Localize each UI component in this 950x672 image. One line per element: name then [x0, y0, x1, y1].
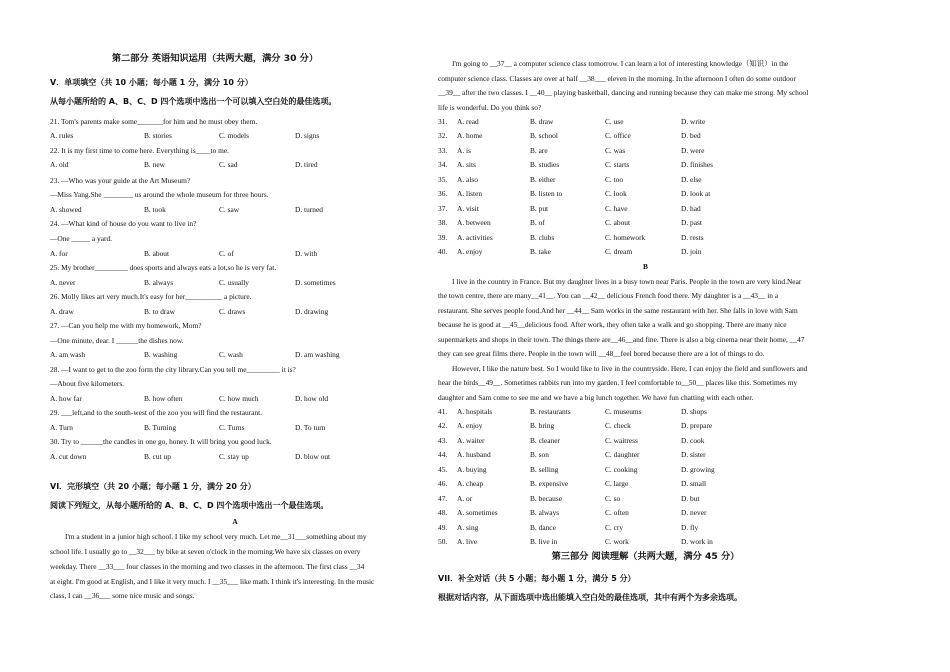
option: C. wash	[219, 350, 243, 359]
section6-instructions: 阅读下列短文，从每小题所给的 A、B、C、D 四个选项中选出一个最佳选项。	[50, 501, 329, 510]
option: A. buying	[457, 464, 487, 474]
option: D. growing	[681, 464, 715, 474]
question-28-reply: —About five kilometers.	[50, 379, 125, 388]
option: D. write	[681, 117, 706, 126]
option: C. large	[605, 479, 629, 489]
question-number: 34.	[438, 160, 448, 170]
option: C. about	[605, 218, 631, 228]
question-number: 32.	[438, 131, 448, 141]
passage-a-line: class, I can __36___ some nice music and songs.	[50, 591, 195, 600]
option: B. took	[144, 205, 166, 214]
option: C. homework	[605, 232, 646, 242]
option: A. how far	[50, 394, 82, 403]
passage-b-line: daughter and Sam come to see me and we have a big lunch together. We have fun chatting with each other.	[438, 393, 754, 402]
option: D. with	[295, 249, 318, 258]
question-number: 45.	[438, 464, 448, 474]
passage-b-line: supermarkets and shops in their town. The things there are__46__and fine. There is also a big cinema near their home, __47	[438, 335, 805, 344]
option: A. for	[50, 249, 68, 258]
passage-a-line: school life. I usually go to __32___ by bike at seven o'clock in the morning.We have six classes on every	[50, 547, 361, 556]
option: C. saw	[219, 205, 240, 214]
option: A. home	[457, 131, 483, 141]
option: B. draw	[530, 117, 554, 126]
option: B. about	[144, 249, 170, 258]
option: B. always	[530, 508, 560, 518]
option: A. sometimes	[457, 508, 498, 518]
passage-b-line: hear the birds__49__. Sometimes rabbits run into my garden. I feel comfortable to__50__ places like this. Sometimes my	[438, 378, 798, 387]
passage-b-line: restaurant. She serves people food.And her __44__ Sam works in the same restaurant with her. She falls in love with Sam	[438, 306, 798, 315]
option: D. finishes	[681, 160, 714, 170]
option: B. always	[144, 278, 174, 287]
option: D. am washing	[295, 350, 340, 359]
passage-a-cont-line: I'm going to __37__ a computer science class tomorrow. I can learn a lot of interesting knowledge（知识）in the	[452, 59, 789, 68]
option: C. too	[605, 174, 624, 184]
option: A. activities	[457, 232, 493, 242]
option: C. how much	[219, 394, 259, 403]
passage-b-line: However, I like the nature best. So I would like to live in the countryside. Here, I can enjoy the field and sunflowers and	[452, 364, 808, 373]
part3-title: 第三部分 阅读理解（共两大题，满分 45 分）	[551, 551, 740, 562]
option: B. studies	[530, 160, 560, 170]
question-number: 47.	[438, 493, 448, 503]
question-number: 33.	[438, 145, 448, 155]
option: C. so	[605, 493, 621, 503]
option: D. turned	[295, 205, 323, 214]
option: A. draw	[50, 307, 74, 316]
option: C. daughter	[605, 450, 640, 460]
option: C. use	[605, 117, 624, 126]
option: B. cleaner	[530, 435, 560, 445]
option: C. work	[605, 537, 629, 547]
section7-instructions: 根据对话内容，从下面选项中选出能填入空白处的最佳选项，其中有两个为多余选项。	[438, 593, 742, 602]
passage-a-cont-line: life is wonderful. Do you think so?	[438, 103, 542, 112]
option: B. school	[530, 131, 558, 141]
question-number: 50.	[438, 537, 448, 547]
option: C. of	[219, 249, 234, 258]
option: C. museums	[605, 407, 642, 416]
option: A. or	[457, 493, 473, 503]
question-24: 24. —What kind of house do you want to live in?	[50, 219, 197, 228]
question-number: 48.	[438, 508, 448, 518]
option: B. expensive	[530, 479, 569, 489]
question-number: 49.	[438, 522, 448, 532]
option: C. have	[605, 203, 628, 213]
question-26: 26. Molly likes art very much.It's easy for her__________ a picture.	[50, 292, 252, 301]
question-21: 21. Tom's parents make some_______for him and he must obey them.	[50, 117, 258, 126]
option: B. Turning	[144, 423, 177, 432]
question-number: 36.	[438, 189, 448, 199]
option: C. sad	[219, 160, 238, 169]
option: A. visit	[457, 203, 479, 213]
option: D. shops	[681, 407, 707, 416]
option: A. Turn	[50, 423, 74, 432]
question-27: 27. —Can you help me with my homework, Mom?	[50, 321, 202, 330]
option: C. draws	[219, 307, 246, 316]
question-number: 41.	[438, 407, 448, 416]
option: B. clubs	[530, 232, 555, 242]
option: D. fly	[681, 522, 699, 532]
section6-title: VI．完形填空（共 20 小题；每小题 1 分，满分 20 分）	[50, 482, 256, 491]
passage-b-line: the town centre, there are many__41__. You can __42__ delicious French food there. My daughter is a __43__ in a	[438, 291, 779, 300]
option: B. to draw	[144, 307, 175, 316]
option: B. restaurants	[530, 407, 571, 416]
option: B. how often	[144, 394, 183, 403]
passage-b-line: they can see great films there. People in the town will __48__feel bored because there are a lot of things to do.	[438, 349, 765, 358]
option: B. dance	[530, 522, 556, 532]
option: A. never	[50, 278, 76, 287]
option: D. tired	[295, 160, 318, 169]
option: D. rests	[681, 232, 704, 242]
option: A. am wash	[50, 350, 86, 359]
question-number: 46.	[438, 479, 448, 489]
option: D. sister	[681, 450, 706, 460]
option: C. cry	[605, 522, 624, 532]
option: A. sing	[457, 522, 479, 532]
option: A. enjoy	[457, 247, 483, 257]
option: A. read	[457, 117, 479, 126]
option: C. models	[219, 131, 249, 140]
option: B. washing	[144, 350, 178, 359]
option: B. put	[530, 203, 549, 213]
option: A. also	[457, 174, 478, 184]
section7-title: VII．补全对话（共 5 小题；每小题 1 分，满分 5 分）	[438, 574, 636, 583]
option: D. work in	[681, 537, 713, 547]
option: B. son	[530, 450, 549, 460]
question-number: 40.	[438, 247, 448, 257]
question-number: 44.	[438, 450, 448, 460]
question-28: 28. —I want to get to the zoo form the city library.Can you tell me_________ it is?	[50, 365, 296, 374]
option: A. is	[457, 145, 471, 155]
option: A. husband	[457, 450, 491, 460]
question-number: 43.	[438, 435, 448, 445]
option: D. join	[681, 247, 702, 257]
option: A. listen	[457, 189, 483, 199]
option: D. past	[681, 218, 702, 228]
option: A. waiter	[457, 435, 485, 445]
option: B. listen to	[530, 189, 563, 199]
option: D. drawing	[295, 307, 329, 316]
option: D. but	[681, 493, 700, 503]
passage-a-line: weekday. There __33___ four classes in the morning and two classes in the afternoon. The first class __34	[50, 562, 365, 571]
option: D. prepare	[681, 421, 713, 431]
passage-b-label: B	[643, 262, 648, 271]
passage-a-line: I'm a student in a junior high school. I like my school very much. Let me__31___something about my	[65, 532, 367, 541]
passage-a-cont-line: computer science class. Classes are over at half __38___ eleven in the morning. In the afternoon I often do some outdoor	[438, 74, 796, 83]
passage-b-line: because he is good at __45__delicious food. After work, they often take a walk and go shopping. There are many nice	[438, 320, 787, 329]
option: D. else	[681, 174, 702, 184]
option: B. bring	[530, 421, 555, 431]
option: C. dream	[605, 247, 633, 257]
passage-b-line: I live in the country in France. But my daughter lives in a busy town near Paris. People in the town are very kind.Near	[452, 277, 802, 286]
option: D. cook	[681, 435, 705, 445]
option: B. take	[530, 247, 551, 257]
option: D. signs	[295, 131, 320, 140]
option: D. To turn	[295, 423, 326, 432]
option: A. old	[50, 160, 69, 169]
question-number: 37.	[438, 203, 448, 213]
option: C. look	[605, 189, 627, 199]
option: C. Turns	[219, 423, 245, 432]
question-23-reply: —Miss Yang.She ________ us around the whole museum for three hours.	[50, 190, 269, 199]
question-number: 39.	[438, 232, 448, 242]
option: A. showed	[50, 205, 82, 214]
section5-instructions: 从每小题所给的 A、B、C、D 四个选项中选出一个可以填入空白处的最佳选项。	[50, 97, 337, 106]
option: A. enjoy	[457, 421, 483, 431]
option: C. cooking	[605, 464, 638, 474]
option: C. check	[605, 421, 631, 431]
option: A. cut down	[50, 452, 87, 461]
option: B. live in	[530, 537, 558, 547]
question-24-reply: —One _____ a yard.	[50, 234, 112, 243]
option: B. because	[530, 493, 563, 503]
option: B. new	[144, 160, 165, 169]
option: C. stay up	[219, 452, 249, 461]
option: A. rules	[50, 131, 74, 140]
question-number: 31.	[438, 117, 448, 126]
option: A. sits	[457, 160, 476, 170]
part2-title: 第二部分 英语知识运用（共两大题，满分 30 分）	[111, 53, 319, 64]
option: B. cut up	[144, 452, 171, 461]
option: C. waitress	[605, 435, 638, 445]
option: B. are	[530, 145, 548, 155]
option: B. of	[530, 218, 545, 228]
question-22: 22. It is my first time to come here. Everything is____to me.	[50, 146, 229, 155]
section5-title: V．单项填空（共 10 小题；每小题 1 分，满分 10 分）	[50, 78, 253, 87]
option: D. small	[681, 479, 707, 489]
option: C. was	[605, 145, 626, 155]
option: A. between	[457, 218, 491, 228]
option: C. office	[605, 131, 631, 141]
option: A. cheap	[457, 479, 484, 489]
option: D. bed	[681, 131, 701, 141]
question-30: 30. Try to ______the candles in one go, honey. It will bring you good luck.	[50, 437, 272, 446]
question-number: 35.	[438, 174, 448, 184]
passage-a-label: A	[232, 517, 238, 526]
passage-a-line: at eight. I'm good at English, and I like it very much. I __35___ like math. I think it's interesting. In the music	[50, 577, 375, 586]
option: D. never	[681, 508, 707, 518]
question-23: 23. —Who was your guide at the Art Museum?	[50, 176, 191, 185]
question-number: 42.	[438, 421, 448, 431]
question-29: 29. ___left,and to the south-west of the zoo you will find the restaurant.	[50, 408, 263, 417]
option: D. blow out	[295, 452, 331, 461]
option: A. hospitals	[457, 407, 493, 416]
option: B. stories	[144, 131, 172, 140]
option: B. selling	[530, 464, 559, 474]
option: C. often	[605, 508, 629, 518]
option: D. look at	[681, 189, 711, 199]
question-number: 38.	[438, 218, 448, 228]
question-27-reply: —One minute, dear. I ______the dishes now.	[50, 336, 184, 345]
question-25: 25. My brother_________ does sports and always eats a lot,so he is very fat.	[50, 263, 277, 272]
option: D. how old	[295, 394, 329, 403]
option: B. either	[530, 174, 556, 184]
option: C. starts	[605, 160, 630, 170]
option: D. sometimes	[295, 278, 336, 287]
passage-a-cont-line: __39__ after the two classes. I __40__ playing basketball, dancing and running because they can make me strong. My school	[438, 88, 809, 97]
option: D. were	[681, 145, 705, 155]
option: A. live	[457, 537, 478, 547]
option: C. usually	[219, 278, 249, 287]
option: D. had	[681, 203, 701, 213]
